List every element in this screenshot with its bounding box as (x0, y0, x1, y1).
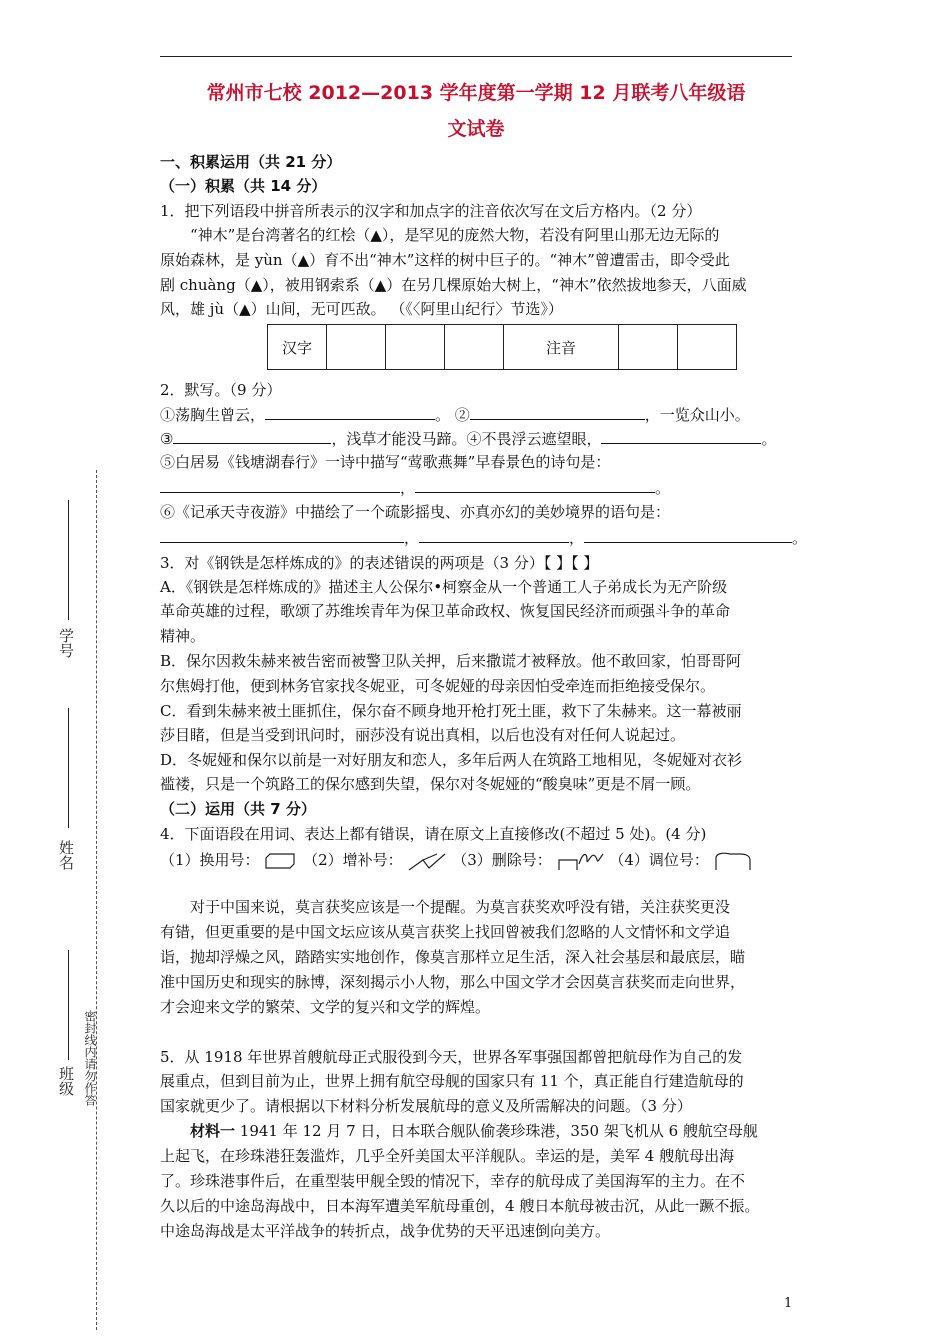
question-4-passage: 准中国历史和现实的脉博，深刻揭示小人物，那么中国文学才会因莫言获奖而走向世界， (160, 973, 746, 991)
material-label: 材料一 (190, 1122, 236, 1140)
recitation-text: 。 (792, 529, 808, 547)
material-1: 了。珍珠港事件后，在重型装甲舰全毁的情况下，幸存的航母成了美国海军的主力。在不 (160, 1172, 746, 1190)
answer-blank[interactable] (601, 428, 761, 444)
recitation-prompt: ⑤白居易《钱塘湖春行》一诗中描写“莺歌燕舞”早春景色的诗句是： (160, 453, 611, 471)
answer-cell[interactable] (678, 325, 737, 370)
recitation-text: ， (569, 529, 585, 547)
section-heading: 一、积累运用（共 21 分） (160, 153, 342, 171)
question-5-stem: 展重点，但到目前为止，世界上拥有航空母舰的国家只有 11 个，真正能自行建造航母的 (160, 1072, 744, 1090)
recitation-prompt: ⑥《记承天寺夜游》中描绘了一个疏影摇曳、亦真亦幻的美妙境界的语句是： (160, 503, 671, 521)
question-1-stem: 1．把下列语段中拼音所表示的汉字和加点字的注音依次写在文后方格内。（2 分） (160, 202, 702, 220)
option-c: C．看到朱赫来被土匪抓住，保尔奋不顾身地开枪打死土匪，救下了朱赫来。这一幕被丽 (160, 702, 742, 720)
mark-label: （1）换用号： (160, 851, 260, 869)
recitation-line (160, 527, 808, 548)
seal-line (96, 470, 97, 1330)
question-1-passage: 风，雄 jù（▲）山间，无可匹敌。 （《〈阿里山纪行〉节选》） (160, 300, 563, 318)
answer-blank[interactable] (584, 527, 792, 543)
option-d: 褴褛，只是一个筑路工的保尔感到失望，保尔对冬妮娅的“酸臭味”更是不屑一顾。 (160, 775, 701, 793)
table-label-hanzi: 汉字 (268, 325, 327, 370)
subsection-heading: （二）运用（共 7 分） (160, 800, 316, 818)
question-1-passage: 原始森林，是 yùn（▲）育不出“神木”这样的树中巨子的。“神木”曾遭雷击，即令受此 (160, 251, 730, 269)
question-4-passage: 对于中国来说，莫言获奖应该是一个提醒。为莫言获奖欢呼没有错，关注获奖更没 (190, 898, 731, 916)
seal-line-warning: 密封线内请勿作答 (83, 1010, 97, 1106)
delete-mark-icon (557, 850, 605, 872)
question-1-passage: 剧 chuàng（▲），被用钢索系（▲）在另几棵原始大树上，“神木”依然拔地参天，八面威 (160, 276, 747, 294)
material-1: 上起飞，在珍珠港狂轰滥炸，几乎全歼美国太平洋舰队。幸运的是，美军 4 艘航母出海 (160, 1147, 735, 1165)
question-3-stem: 3．对《钢铁是怎样炼成的》的表述错误的两项是（3 分）【 】【 】 (160, 554, 599, 572)
exam-title-continued: 文试卷 (447, 118, 505, 140)
table-label-zhuyin: 注音 (504, 325, 619, 370)
recitation-line (160, 428, 800, 449)
question-4-passage: 有错，但更重要的是中国文坛应该从莫言获奖上找回曾被我们忽略的人文情怀和文学追 (160, 923, 731, 941)
class-label: 班级 (57, 1066, 75, 1096)
answer-blank[interactable] (173, 428, 331, 444)
material-1: 久以后的中途岛海战中，日本海军遭美军航母重创，4 艘日本航母被击沉，从此一蹶不振。 (160, 1197, 760, 1215)
exam-title: 常州市七校 2012—2013 学年度第一学期 12 月联考八年级语 (206, 82, 746, 104)
question-2-stem: 2．默写。（9 分） (160, 381, 282, 399)
answer-cell[interactable] (327, 325, 386, 370)
option-c: 莎目睹，但是当受到讯问时，丽莎没有说出真相，以后也没有对任何人说起过。 (160, 726, 686, 744)
recitation-text: 。 ② (435, 406, 470, 424)
material-text: 1941 年 12 月 7 日，日本联合舰队偷袭珍珠港，350 架飞机从 6 艘航空母舰 (235, 1122, 758, 1140)
option-b: B．保尔因救朱赫来被告密而被警卫队关押，后来撒谎才被释放。他不敢回家，怕哥哥阿 (160, 652, 742, 670)
question-4-passage: 诣，抛却浮燥之风，踏踏实实地创作，像莫言那样立足生活，深入社会基层和最底层，瞄 (160, 948, 746, 966)
insert-mark-icon (407, 850, 447, 872)
material-1 (160, 1121, 830, 1141)
question-1-passage: “神木”是台湾著名的红桧（▲），是罕见的庞然大物，若没有阿里山那无边无际的 (190, 226, 720, 244)
subsection-heading: （一）积累（共 14 分） (160, 177, 327, 195)
mark-label: （2）增补号： (303, 851, 403, 869)
question-4-passage: 才会迎来文学的繁荣、文学的复兴和文学的辉煌。 (160, 998, 491, 1016)
recitation-text: ， (404, 529, 420, 547)
option-a: 精神。 (160, 627, 206, 645)
recitation-text: ①荡胸生曾云， (160, 406, 266, 424)
option-b: 尔焦姆打他，便到林务官家找冬妮亚，可冬妮娅的母亲因怕受牵连而拒绝接受保尔。 (160, 677, 716, 695)
answer-cell[interactable] (386, 325, 445, 370)
recitation-text: 。 (655, 479, 671, 497)
option-d: D．冬妮娅和保尔以前是一对好朋友和恋人，多年后两人在筑路工地相见，冬妮娅对衣衫 (160, 751, 743, 769)
option-a: 革命英雄的过程，歌颂了苏维埃青年为保卫革命政权、恢复国民经济而顽强斗争的革命 (160, 602, 731, 620)
mark-label: （4）调位号： (609, 851, 709, 869)
answer-blank[interactable] (160, 527, 404, 543)
recitation-text: ， (400, 479, 416, 497)
recitation-line (160, 477, 800, 498)
page-number: 1 (784, 1296, 793, 1311)
option-a: A．《钢铁是怎样炼成的》描述主人公保尔•柯察金从一个普通工人子弟成长为无产阶级 (160, 578, 728, 596)
name-line[interactable] (68, 708, 69, 828)
mark-label: （3）删除号： (452, 851, 552, 869)
proofreading-marks (160, 850, 800, 872)
replace-mark-icon (264, 852, 298, 870)
recitation-line (160, 404, 800, 425)
answer-blank[interactable] (415, 477, 655, 493)
recitation-text: ，一览众山小。 (644, 406, 750, 424)
material-1: 中途岛海战是太平洋战争的转折点，战争优势的天平迅速倒向美方。 (160, 1222, 611, 1240)
student-id-line[interactable] (68, 500, 69, 620)
answer-cell[interactable] (445, 325, 504, 370)
recitation-text: ，浅草才能没马蹄。④不畏浮云遮望眼， (331, 430, 602, 448)
student-id-label: 学号 (57, 628, 75, 658)
class-line[interactable] (68, 950, 69, 1060)
answer-table (267, 324, 737, 370)
answer-blank[interactable] (160, 477, 400, 493)
question-5-stem: 5．从 1918 年世界首艘航母正式服役到今天，世界各军事强国都曾把航母作为自己的发 (160, 1048, 743, 1066)
recitation-text: 。 (761, 430, 777, 448)
answer-blank[interactable] (419, 527, 569, 543)
answer-blank[interactable] (265, 404, 435, 420)
recitation-text: ③ (160, 430, 174, 448)
answer-cell[interactable] (619, 325, 678, 370)
answer-blank[interactable] (470, 404, 645, 420)
question-5-stem: 国家就更少了。请根据以下材料分析发展航母的意义及所需解决的问题。（3 分） (160, 1097, 692, 1115)
header-rule (160, 56, 792, 57)
transpose-mark-icon (714, 850, 752, 872)
question-4-stem: 4．下面语段在用词、表达上都有错误，请在原文上直接修改(不超过 5 处)。(4 分) (160, 825, 707, 843)
name-label: 姓名 (57, 840, 75, 870)
